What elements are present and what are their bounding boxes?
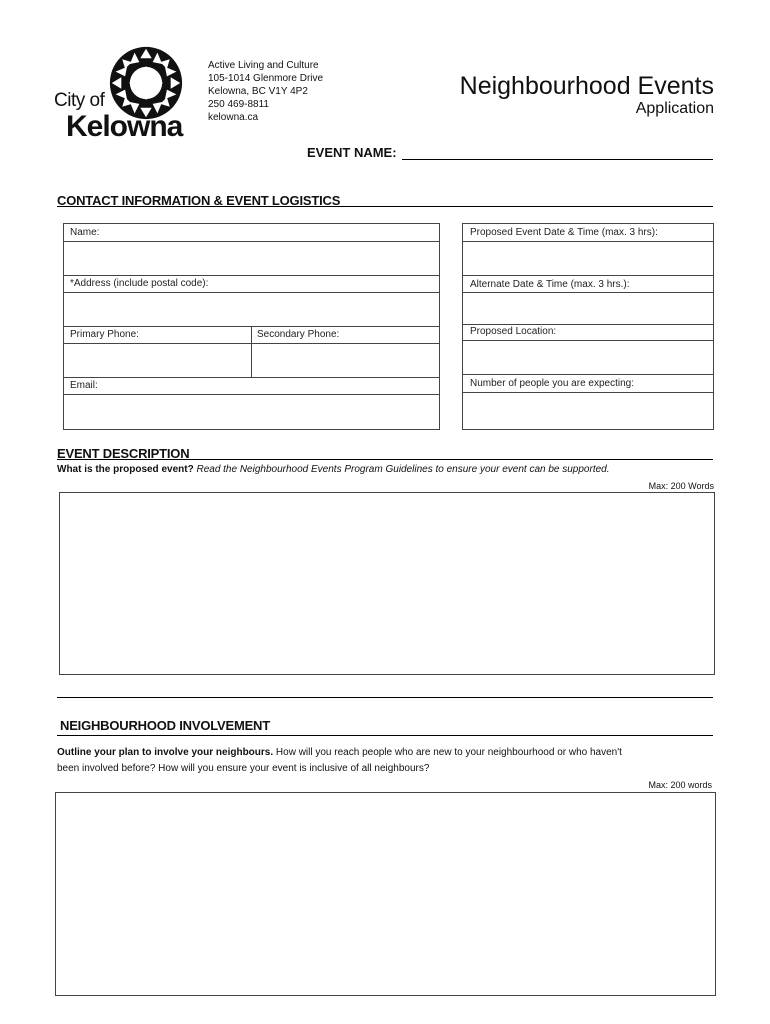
address-line-3: Kelowna, BC V1Y 4P2 xyxy=(208,86,308,97)
page-title: Neighbourhood Events xyxy=(459,72,714,100)
description-max-words: Max: 200 Words xyxy=(648,481,714,491)
involvement-question-rest: How will you reach people who are new to your neighbourhood or who haven't xyxy=(275,747,622,758)
logo-kelowna-text: Kelowna xyxy=(66,110,183,143)
email-input[interactable] xyxy=(64,395,439,429)
secondary-phone-input[interactable] xyxy=(252,344,439,377)
description-question-italic: Read the Neighbourhood Events Program Guidelines to ensure your event can be supported. xyxy=(196,464,610,475)
people-count-input[interactable] xyxy=(463,393,713,429)
involvement-textarea[interactable] xyxy=(55,792,716,996)
description-question xyxy=(57,464,610,475)
involvement-question-line2: been involved before? How will you ensure your event is inclusive of all neighbours? xyxy=(57,763,430,774)
location-input[interactable] xyxy=(463,341,713,374)
contact-right-table xyxy=(462,223,714,430)
section-divider xyxy=(57,697,713,698)
address-input[interactable] xyxy=(64,293,439,326)
location-label: Proposed Location: xyxy=(470,326,557,337)
event-date-input[interactable] xyxy=(463,242,713,275)
address-website: kelowna.ca xyxy=(208,112,259,123)
involvement-max-words: Max: 200 words xyxy=(648,780,712,790)
name-input[interactable] xyxy=(64,242,439,275)
page-subtitle: Application xyxy=(635,100,714,117)
involvement-heading-rule xyxy=(57,735,713,736)
description-section-heading: EVENT DESCRIPTION xyxy=(57,446,190,461)
involvement-question-bold: Outline your plan to involve your neighbours. xyxy=(57,747,274,758)
name-label: Name: xyxy=(70,227,100,238)
involvement-section-heading: NEIGHBOURHOOD INVOLVEMENT xyxy=(60,718,270,733)
primary-phone-input[interactable] xyxy=(64,344,250,377)
event-date-label: Proposed Event Date & Time (max. 3 hrs): xyxy=(470,227,658,238)
address-label: *Address (include postal code): xyxy=(70,278,209,289)
description-question-bold: What is the proposed event? xyxy=(57,464,194,475)
contact-left-table xyxy=(63,223,440,430)
secondary-phone-label: Secondary Phone: xyxy=(257,329,340,340)
logo-city-of-text: City of xyxy=(54,90,105,111)
people-count-label: Number of people you are expecting: xyxy=(470,378,634,389)
address-line-2: 105-1014 Glenmore Drive xyxy=(208,73,324,84)
event-name-field[interactable] xyxy=(402,159,713,160)
description-heading-rule xyxy=(57,459,713,460)
event-name-label: EVENT NAME: xyxy=(307,145,397,160)
primary-phone-label: Primary Phone: xyxy=(70,329,139,340)
address-line-1: Active Living and Culture xyxy=(208,60,319,71)
address-phone: 250 469-8811 xyxy=(208,99,269,110)
alternate-date-input[interactable] xyxy=(463,293,713,324)
involvement-question-line1 xyxy=(57,747,622,758)
contact-heading-rule xyxy=(57,206,713,207)
description-textarea[interactable] xyxy=(59,492,715,675)
email-label: Email: xyxy=(70,380,98,391)
alternate-date-label: Alternate Date & Time (max. 3 hrs.): xyxy=(470,279,630,290)
contact-section-heading: CONTACT INFORMATION & EVENT LOGISTICS xyxy=(57,193,341,208)
